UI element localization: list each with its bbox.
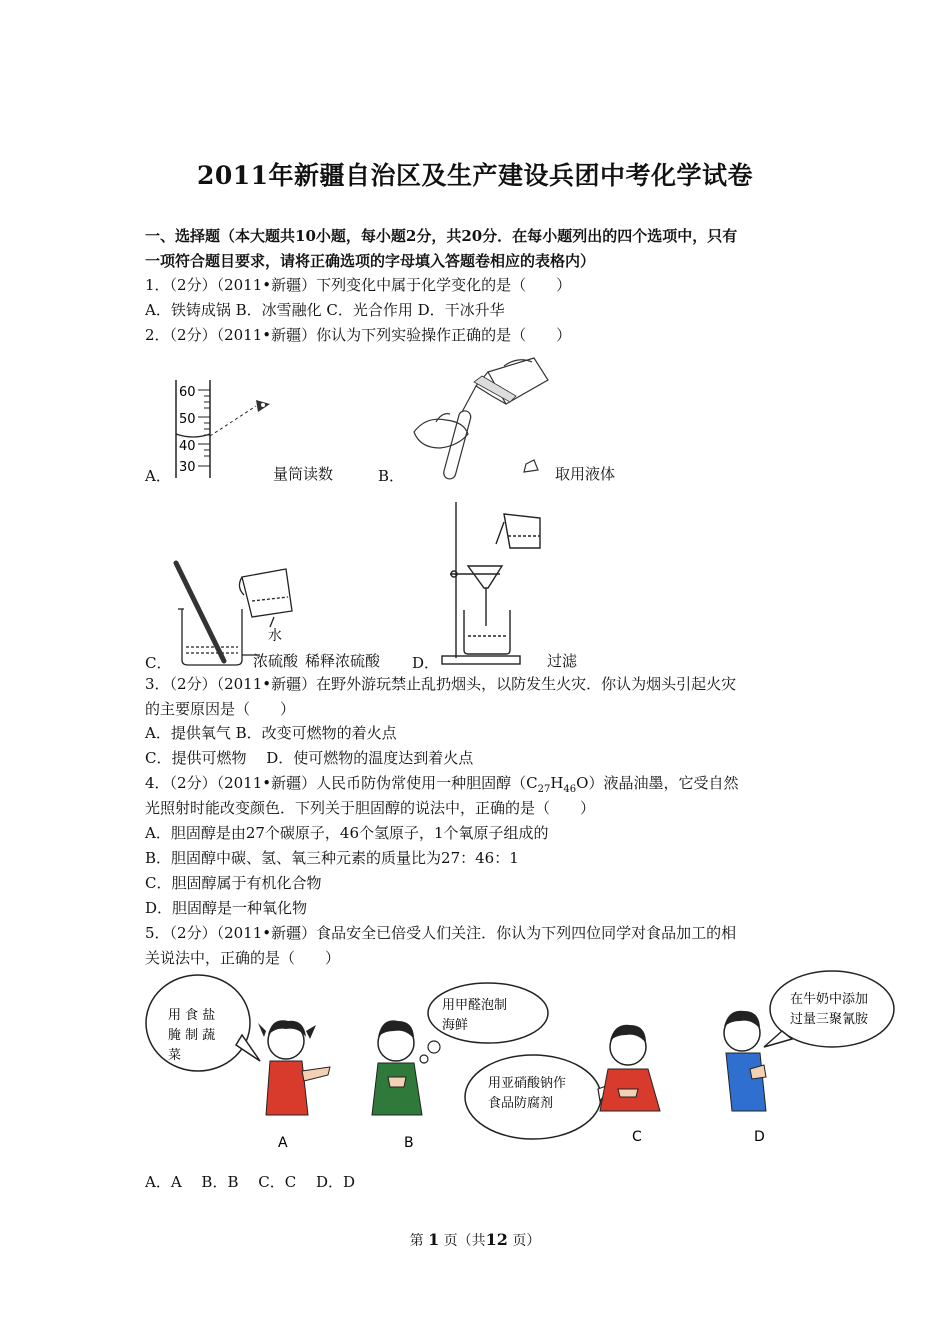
q2-option-d-caption: 过滤 bbox=[547, 652, 578, 670]
q1-stem: 1．（2分）（2011•新疆）下列变化中属于化学变化的是（ ） bbox=[145, 276, 572, 294]
q5-options: A．A B．B C．C D．D bbox=[145, 1173, 356, 1191]
q4-option-b: B．胆固醇中碳、氢、氧三种元素的质量比为27：46：1 bbox=[145, 849, 519, 867]
hydrogen-subscript: 46 bbox=[563, 784, 577, 795]
q2-option-c-letter: C． bbox=[145, 654, 172, 672]
q5-stem-line1: 5．（2分）（2011•新疆）食品安全已倍受人们关注．你认为下列四位同学对食品加工的相 bbox=[145, 924, 737, 942]
bubble-a-line2: 腌 制 蔬 bbox=[168, 1028, 216, 1043]
bubble-d-line2: 过量三聚氰胺 bbox=[790, 1012, 869, 1027]
bubble-b-line1: 用甲醛泡制 bbox=[442, 998, 508, 1013]
speech-bubble-c bbox=[465, 1055, 614, 1139]
tick-label-40: 40 bbox=[179, 439, 196, 454]
tick-label-50: 50 bbox=[179, 412, 196, 427]
acid-label: 浓硫酸 bbox=[253, 652, 299, 670]
food-safety-cartoon bbox=[138, 965, 898, 1155]
speech-bubble-a bbox=[146, 975, 260, 1071]
cartoon-label-d: D bbox=[754, 1129, 765, 1145]
q3-options-line2: C．提供可燃物 D．使可燃物的温度达到着火点 bbox=[145, 749, 474, 767]
q2-option-a-caption: 量筒读数 bbox=[273, 465, 334, 483]
tick-label-30: 30 bbox=[179, 460, 196, 475]
footer-post: 页） bbox=[512, 1233, 541, 1249]
q2-option-b-caption: 取用液体 bbox=[555, 465, 616, 483]
q4-option-c: C．胆固醇属于有机化合物 bbox=[145, 874, 322, 892]
q4-stem-part1: 4．（2分）（2011•新疆）人民币防伪常使用一种胆固醇（C bbox=[145, 774, 538, 792]
cartoon-label-a: A bbox=[278, 1135, 288, 1151]
q3-options-line1: A．提供氧气 B．改变可燃物的着火点 bbox=[145, 724, 397, 742]
q2-option-b-letter: B． bbox=[378, 467, 405, 485]
q5-stem-line2: 关说法中，正确的是（ ） bbox=[145, 949, 341, 967]
footer-pre: 第 bbox=[409, 1233, 424, 1249]
bubble-d-line1: 在牛奶中添加 bbox=[790, 992, 869, 1007]
q4-option-a: A．胆固醇是由27个碳原子，46个氢原子，1个氧原子组成的 bbox=[145, 824, 549, 842]
footer-page-number: 1 bbox=[428, 1230, 440, 1249]
speech-bubble-d bbox=[764, 971, 894, 1047]
filtration-figure bbox=[440, 500, 550, 670]
bubble-a-line3: 菜 bbox=[168, 1048, 182, 1063]
student-c-figure bbox=[600, 1025, 660, 1111]
section-heading-line2: 一项符合题目要求，请将正确选项的字母填入答题卷相应的表格内） bbox=[145, 252, 596, 270]
footer-mid: 页（共 bbox=[443, 1233, 486, 1249]
q2-option-d-letter: D． bbox=[412, 654, 440, 672]
section-heading-line1: 一、选择题（本大题共10小题，每小题2分，共20分．在每小题列出的四个选项中，只有 bbox=[145, 227, 738, 245]
pour-liquid-figure bbox=[406, 352, 556, 482]
footer-total-pages: 12 bbox=[485, 1230, 508, 1249]
bubble-c-line1: 用亚硝酸钠作 bbox=[488, 1076, 567, 1091]
q2-option-a-letter: A． bbox=[145, 467, 171, 485]
q2-stem: 2．（2分）（2011•新疆）你认为下列实验操作正确的是（ ） bbox=[145, 326, 572, 344]
page-footer bbox=[0, 1230, 950, 1250]
bubble-c-line2: 食品防腐剂 bbox=[488, 1096, 554, 1111]
cartoon-label-b: B bbox=[404, 1135, 414, 1151]
q2-option-c-caption: 稀释浓硫酸 bbox=[305, 652, 381, 670]
cylinder-reading-figure bbox=[170, 378, 280, 483]
student-a-figure bbox=[258, 1020, 330, 1115]
student-d-figure bbox=[724, 1011, 766, 1111]
tick-label-60: 60 bbox=[179, 385, 196, 400]
water-label: 水 bbox=[268, 628, 282, 644]
bubble-a-line1: 用 食 盐 bbox=[168, 1008, 216, 1023]
hydrogen-symbol: H bbox=[550, 774, 564, 792]
speech-bubble-b bbox=[420, 983, 548, 1063]
page-title: 2011年新疆自治区及生产建设兵团中考化学试卷 bbox=[196, 161, 754, 190]
q4-stem-part2: O）液晶油墨，它受自然 bbox=[576, 774, 739, 792]
q4-stem-line1 bbox=[145, 773, 738, 800]
q1-options: A．铁铸成锅 B．冰雪融化 C．光合作用 D．干冰升华 bbox=[145, 301, 505, 319]
q3-stem-line1: 3．（2分）（2011•新疆）在野外游玩禁止乱扔烟头，以防发生火灾．你认为烟头引起火灾 bbox=[145, 675, 737, 693]
q4-option-d: D．胆固醇是一种氧化物 bbox=[145, 899, 308, 917]
bubble-b-line2: 海鲜 bbox=[442, 1018, 469, 1033]
q3-stem-line2: 的主要原因是（ ） bbox=[145, 700, 296, 718]
cartoon-label-c: C bbox=[632, 1129, 642, 1145]
q4-stem-line2: 光照射时能改变颜色．下列关于胆固醇的说法中，正确的是（ ） bbox=[145, 799, 596, 817]
student-b-figure bbox=[372, 1020, 422, 1115]
carbon-subscript: 27 bbox=[537, 784, 551, 795]
